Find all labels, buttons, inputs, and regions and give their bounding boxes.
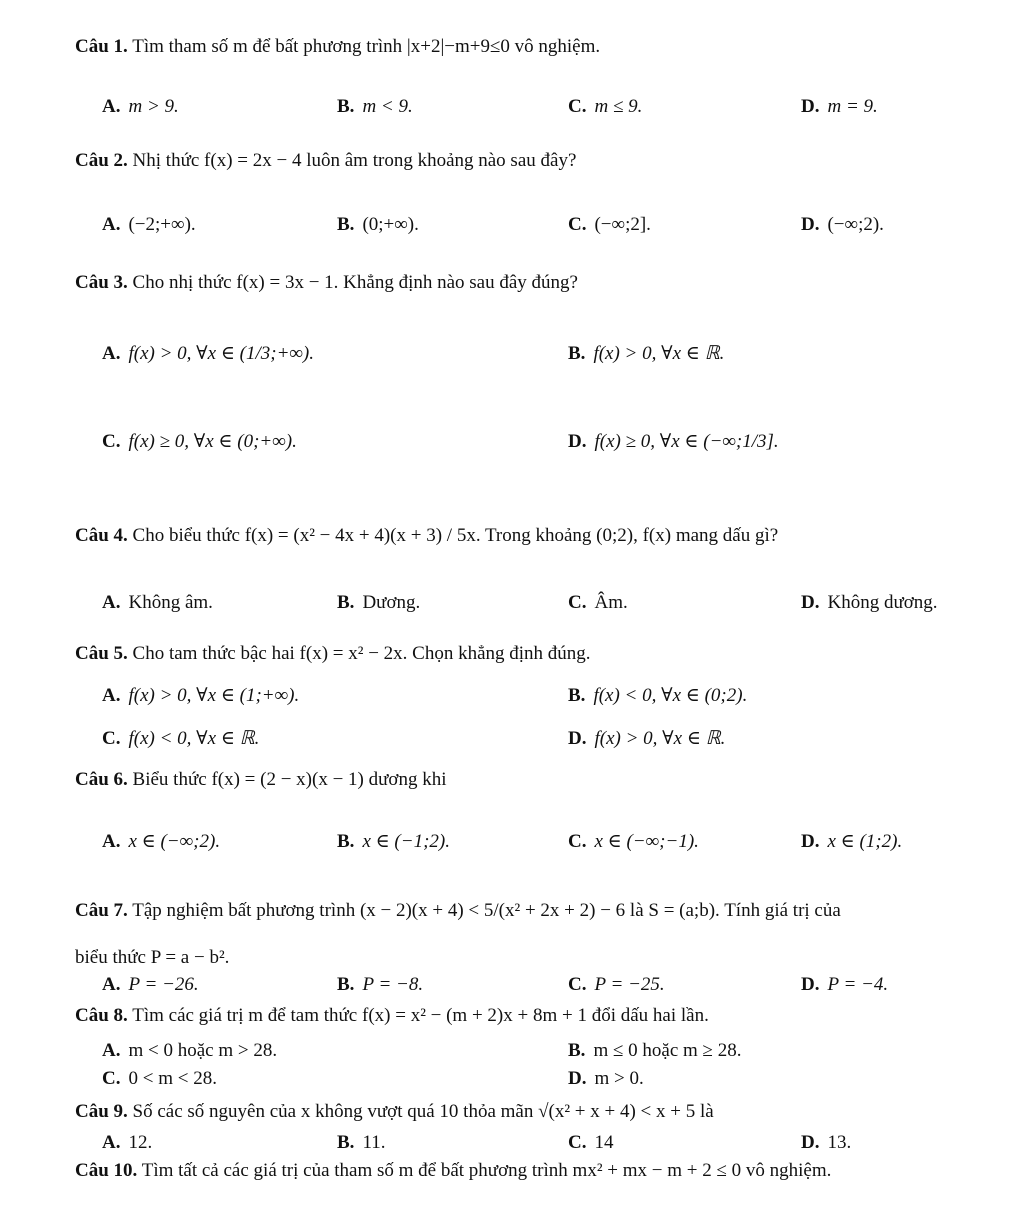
option-d: D. f(x) > 0, ∀x ∈ ℝ. (568, 728, 726, 749)
option-c: C. f(x) ≥ 0, ∀x ∈ (0;+∞). (102, 431, 297, 452)
question-9 (75, 1101, 714, 1123)
option-b: B. f(x) < 0, ∀x ∈ (0;2). (568, 685, 748, 706)
question-3 (75, 272, 578, 294)
question-label: Câu 6. (75, 769, 128, 790)
option-a: A. m > 9. (102, 96, 179, 117)
option-b: B. x ∈ (−1;2). (337, 831, 450, 852)
question-text: Số các số nguyên của x không vượt quá 10 thỏa mãn √(x² + x + 4) < x + 5 là (132, 1101, 714, 1122)
question-text: Cho nhị thức f(x) = 3x − 1. Khẳng định nào sau đây đúng? (132, 272, 578, 293)
option-d: D. m = 9. (801, 96, 878, 117)
option-d: D. x ∈ (1;2). (801, 831, 903, 852)
option-a: A. (−2;+∞). (102, 214, 196, 235)
option-a: A. f(x) > 0, ∀x ∈ (1;+∞). (102, 685, 300, 706)
question-text: Nhị thức f(x) = 2x − 4 luôn âm trong khoảng nào sau đây? (132, 150, 577, 171)
question-label: Câu 10. (75, 1160, 138, 1181)
option-c: C. 14 (568, 1132, 614, 1153)
question-text: Biểu thức f(x) = (2 − x)(x − 1) dương khi (132, 769, 447, 790)
option-d: D. f(x) ≥ 0, ∀x ∈ (−∞;1/3]. (568, 431, 779, 452)
question-7-continued (75, 947, 229, 969)
question-text: biểu thức P = a − b². (75, 947, 230, 968)
question-6 (75, 769, 447, 791)
question-label: Câu 3. (75, 272, 128, 293)
option-b: B. m ≤ 0 hoặc m ≥ 28. (568, 1040, 742, 1061)
option-c: C. x ∈ (−∞;−1). (568, 831, 699, 852)
option-b: B. Dương. (337, 592, 421, 613)
option-a: A. P = −26. (102, 974, 199, 995)
option-d: D. m > 0. (568, 1068, 644, 1089)
option-d: D. Không dương. (801, 592, 938, 613)
option-a: A. 12. (102, 1132, 153, 1153)
option-b: B. f(x) > 0, ∀x ∈ ℝ. (568, 343, 725, 364)
option-c: C. Âm. (568, 592, 628, 613)
option-b: B. 11. (337, 1132, 386, 1153)
option-c: C. (−∞;2]. (568, 214, 651, 235)
option-d: D. 13. (801, 1132, 852, 1153)
option-c: C. P = −25. (568, 974, 665, 995)
question-text: Tập nghiệm bất phương trình (x − 2)(x + 4) < 5/(x² + 2x + 2) − 6 là S = (a;b). Tính giá trị của (132, 900, 841, 921)
question-4 (75, 525, 778, 547)
question-text: Tìm các giá trị m để tam thức f(x) = x² − (m + 2)x + 8m + 1 đổi dấu hai lần. (132, 1005, 709, 1026)
option-c: C. 0 < m < 28. (102, 1068, 217, 1089)
question-label: Câu 9. (75, 1101, 128, 1122)
option-a: A. f(x) > 0, ∀x ∈ (1/3;+∞). (102, 343, 315, 364)
question-7 (75, 900, 841, 922)
question-label: Câu 8. (75, 1005, 128, 1026)
option-d: D. P = −4. (801, 974, 889, 995)
option-b: B. P = −8. (337, 974, 424, 995)
question-8 (75, 1005, 709, 1027)
option-b: B. m < 9. (337, 96, 413, 117)
option-a: A. m < 0 hoặc m > 28. (102, 1040, 278, 1061)
question-label: Câu 1. (75, 36, 128, 57)
question-label: Câu 2. (75, 150, 128, 171)
question-2 (75, 150, 576, 172)
option-b: B. (0;+∞). (337, 214, 419, 235)
option-c: C. f(x) < 0, ∀x ∈ ℝ. (102, 728, 260, 749)
question-text: Tìm tham số m để bất phương trình |x+2|−m+9≤0 vô nghiệm. (132, 36, 601, 57)
question-text: Tìm tất cả các giá trị của tham số m để bất phương trình mx² + mx − m + 2 ≤ 0 vô nghiệm. (141, 1160, 832, 1181)
option-a: A. Không âm. (102, 592, 213, 613)
option-c: C. m ≤ 9. (568, 96, 643, 117)
question-5 (75, 643, 591, 665)
question-label: Câu 7. (75, 900, 128, 921)
question-1 (75, 36, 600, 58)
option-a: A. x ∈ (−∞;2). (102, 831, 221, 852)
option-d: D. (−∞;2). (801, 214, 884, 235)
question-10 (75, 1160, 831, 1182)
question-label: Câu 4. (75, 525, 128, 546)
question-label: Câu 5. (75, 643, 128, 664)
question-text: Cho biểu thức f(x) = (x² − 4x + 4)(x + 3) / 5x. Trong khoảng (0;2), f(x) mang dấu gì? (132, 525, 779, 546)
question-text: Cho tam thức bậc hai f(x) = x² − 2x. Chọn khẳng định đúng. (132, 643, 591, 664)
